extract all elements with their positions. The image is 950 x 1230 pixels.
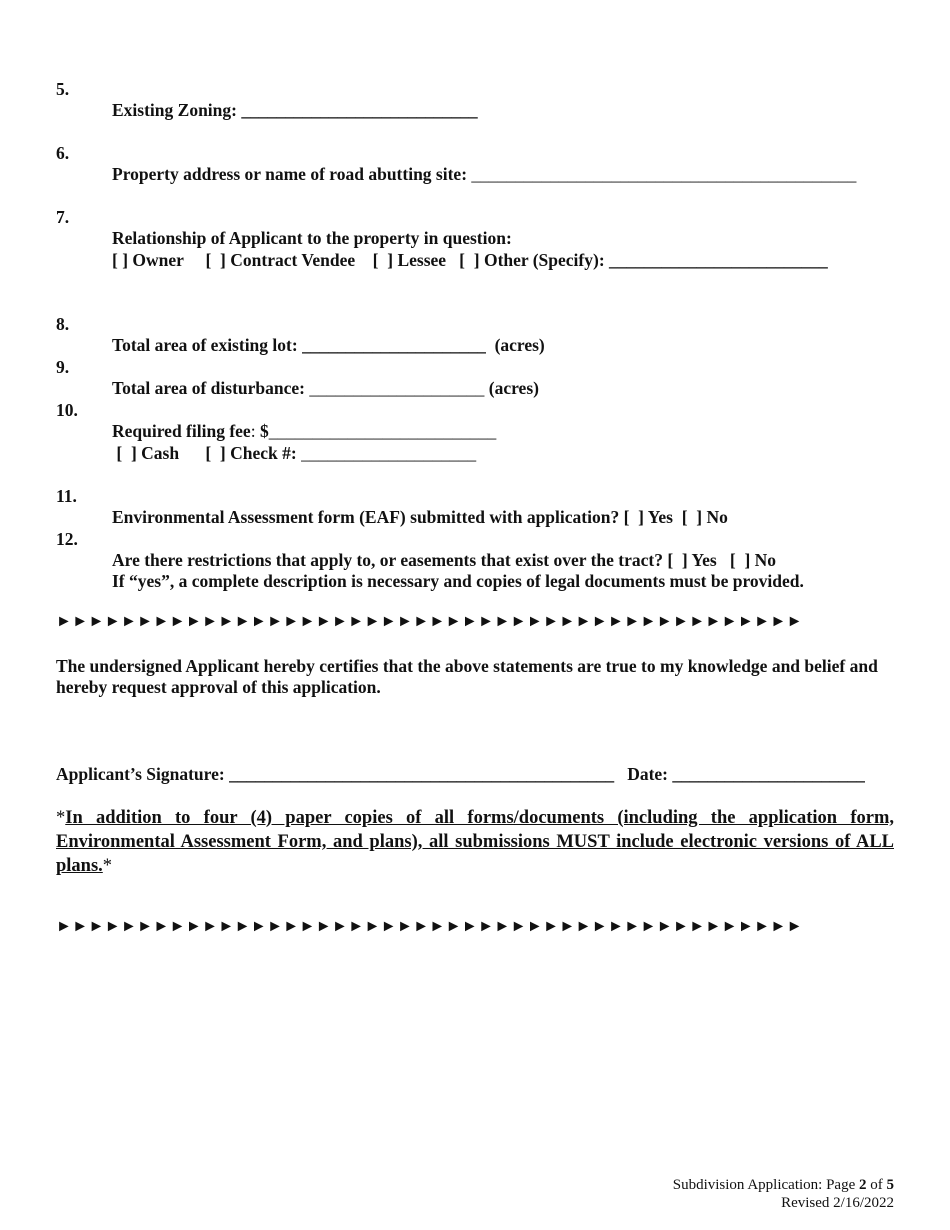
filing-fee-colon: : [250, 421, 260, 441]
item-6 [56, 122, 857, 185]
relationship-options-text[interactable]: [ ] Owner [ ] Contract Vendee [ ] Lessee [ ] Other (Specify): _________________________ [112, 250, 828, 270]
restrictions-question[interactable]: Are there restrictions that apply to, or easements that exist over the tract? [ ] Yes [ ] No [112, 550, 777, 570]
certification-statement: The undersigned Applicant hereby certifies that the above statements are true to my knowledge and belief and hereby request approval of this application. [56, 656, 878, 697]
item-number: 7. [56, 207, 70, 227]
date-label: Date: [614, 764, 673, 784]
item-8-row [112, 335, 545, 356]
eaf-submitted-question[interactable]: Environmental Assessment form (EAF) submitted with application? [ ] Yes [ ] No [112, 507, 728, 527]
existing-zoning-label: Existing Zoning: [112, 100, 242, 120]
relationship-label: Relationship of Applicant to the property in question: [112, 228, 512, 248]
item-10-row [112, 421, 496, 442]
note-asterisk: * [102, 856, 113, 876]
item-5 [56, 58, 478, 121]
item-number: 12. [56, 529, 78, 549]
page-footer [673, 1176, 894, 1212]
yes-description-text: If “yes”, a complete description is necessary and copies of legal documents must be provided. [112, 571, 804, 591]
acres-unit: (acres) [485, 335, 545, 355]
item-5-row [112, 100, 478, 121]
item-number: 6. [56, 143, 70, 163]
existing-lot-area-label: Total area of existing lot: [112, 335, 303, 355]
revision-date: Revised 2/16/2022 [781, 1195, 894, 1211]
page-of: of [866, 1177, 887, 1193]
check-number-field[interactable]: ____________________ [301, 443, 477, 463]
item-9-row [112, 378, 539, 399]
filing-fee-field[interactable]: __________________________ [268, 421, 497, 441]
page-indicator [673, 1176, 894, 1194]
disturbance-area-label: Total area of disturbance: [112, 378, 310, 398]
item-number: 10. [56, 400, 78, 420]
arrow-divider-2: ►►►►►►►►►►►►►►►►►►►►►►►►►►►►►►►►►►►►►►►►►►►►►► [56, 918, 803, 935]
payment-options-row [112, 443, 476, 464]
property-address-field[interactable]: ____________________________________________ [471, 164, 857, 184]
signature-row [56, 743, 865, 785]
signature-label: Applicant’s Signature: [56, 764, 230, 784]
arrow-divider-1: ►►►►►►►►►►►►►►►►►►►►►►►►►►►►►►►►►►►►►►►►►►►►►► [56, 613, 803, 630]
page-label: Subdivision Application: Page [672, 1177, 859, 1193]
total-pages: 5 [886, 1177, 894, 1193]
signature-line [56, 764, 865, 785]
electronic-versions-text: In addition to four (4) paper copies of all forms/documents (including the application form, Environmental Assessment Form, and plans), all submissions MUST include electronic versions of ALL plans. [56, 808, 894, 876]
item-number: 11. [56, 486, 77, 506]
item-number: 9. [56, 357, 70, 377]
existing-lot-area-field[interactable]: _____________________ [302, 335, 486, 355]
item-6-row [112, 164, 856, 185]
property-address-label: Property address or name of road abutting site: [112, 164, 472, 184]
acres-unit: (acres) [484, 378, 539, 398]
signature-field[interactable]: ____________________________________________ [229, 764, 615, 784]
current-page: 2 [859, 1177, 867, 1193]
electronic-versions-note [56, 806, 894, 878]
disturbance-area-field[interactable]: ____________________ [309, 378, 485, 398]
filing-fee-label: Required filing fee [112, 421, 251, 441]
dollar-sign: $ [259, 421, 269, 441]
existing-zoning-field[interactable]: ___________________________ [241, 100, 478, 120]
payment-options-text[interactable]: [ ] Cash [ ] Check #: [112, 443, 302, 463]
item-number: 5. [56, 79, 70, 99]
date-field[interactable]: ______________________ [672, 764, 865, 784]
note-asterisk: * [56, 808, 66, 828]
item-number: 8. [56, 314, 70, 334]
